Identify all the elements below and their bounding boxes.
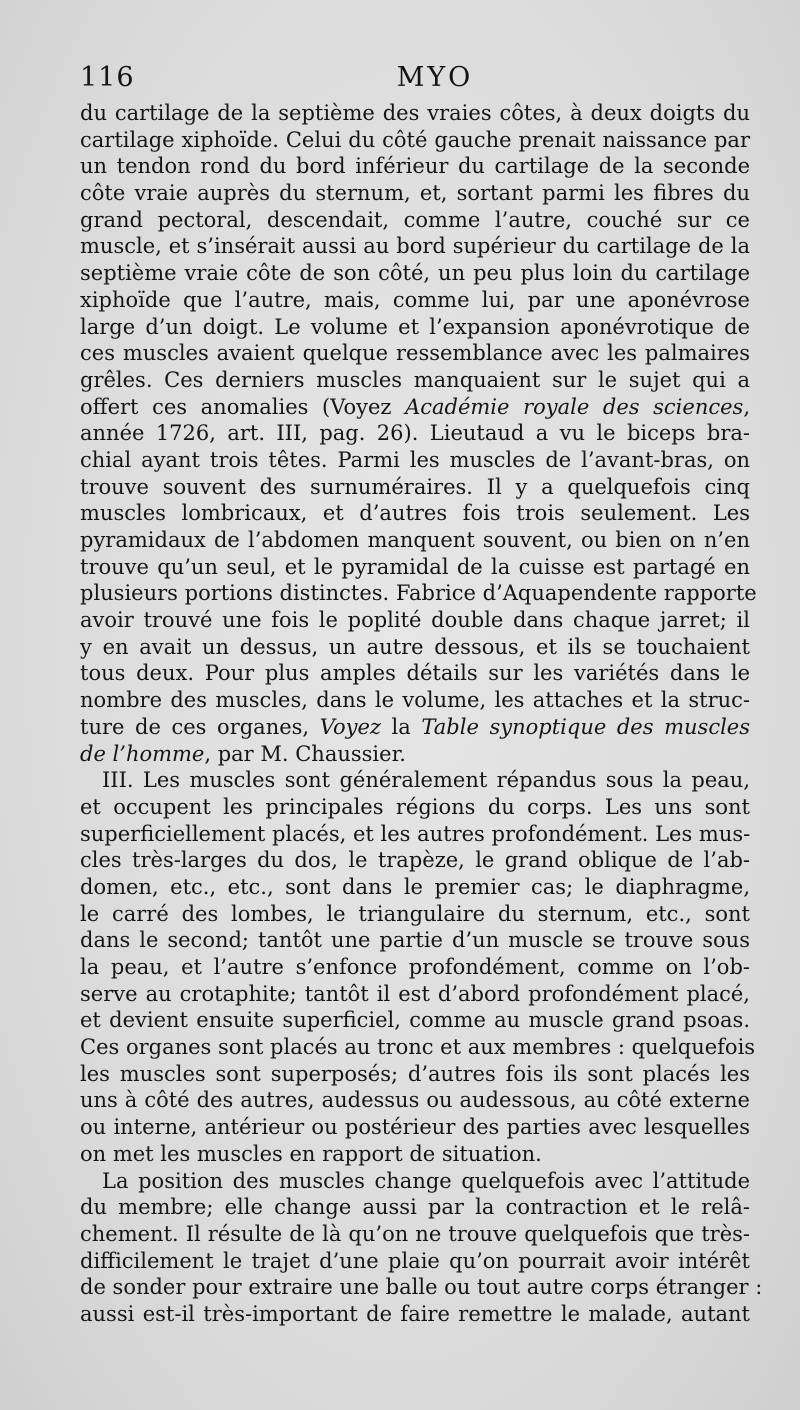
paragraph (80, 767, 756, 1167)
text-line (80, 1007, 750, 1034)
text-run: superficiellement placés, et les autres profondément. Les mus- (80, 821, 751, 846)
text-line (80, 714, 750, 741)
text-run: dans le second; tantôt une partie d’un muscle se trouve sous (80, 928, 750, 953)
text-run: , (743, 394, 751, 419)
text-line (80, 153, 750, 180)
text-run: avoir trouvé une fois le poplité double dans chaque jarret; il (80, 608, 750, 633)
text-line (80, 527, 750, 554)
text-run: ture de ces organes, (80, 714, 320, 739)
text-line (80, 340, 750, 367)
text-run: et devient ensuite superficiel, comme au muscle grand psoas. (80, 1008, 750, 1033)
paragraph (80, 1168, 763, 1328)
text-line (80, 127, 750, 154)
text-line (80, 580, 757, 607)
text-run: et occupent les principales régions du corps. Les uns sont (80, 794, 750, 819)
text-run: les muscles sont superposés; d’autres fois ils sont placés les (80, 1061, 750, 1086)
text-run: , par M. Chaussier. (204, 741, 406, 766)
text-line (80, 821, 750, 848)
page-header (80, 62, 760, 98)
text-run: muscles lombricaux, et d’autres fois trois seulement. Les (80, 501, 750, 526)
text-run: côte vraie auprès du sternum, et, sortant parmi les fibres du (80, 181, 750, 206)
text-run: y en avait un dessus, un autre dessous, et ils se touchaient (80, 634, 750, 659)
text-run: ou interne, antérieur ou postérieur des parties avec lesquelles (80, 1115, 750, 1140)
text-line (80, 874, 750, 901)
text-run: muscle, et s’insérait aussi au bord supérieur du cartilage de la (80, 234, 750, 259)
paragraph (80, 100, 757, 767)
text-line (80, 207, 750, 234)
text-line (80, 287, 750, 314)
italic-text: Voyez (319, 714, 381, 739)
text-line (80, 767, 750, 794)
text-run: cles très-larges du dos, le trapèze, le grand oblique de l’ab- (80, 848, 750, 873)
text-run: serve au crotaphite; tantôt il est d’abord profondément placé, (80, 981, 750, 1006)
text-line (80, 1087, 750, 1114)
text-run: uns à côté des autres, audessus ou audessous, au côté externe (80, 1088, 750, 1113)
text-line (80, 741, 750, 768)
text-line (80, 1221, 750, 1248)
text-line (80, 794, 750, 821)
text-run: la peau, et l’autre s’enfonce profondément, comme on l’ob- (80, 955, 750, 979)
text-line (80, 314, 750, 341)
text-line (80, 687, 750, 714)
running-head: MYO (396, 62, 474, 93)
text-line (80, 1194, 750, 1221)
text-run: chement. Il résulte de là qu’on ne trouve quelquefois que très- (80, 1221, 750, 1246)
text-run: un tendon rond du bord inférieur du cartilage de la seconde (80, 154, 750, 179)
text-run: cartilage xiphoïde. Celui du côté gauche prenait naissance par (80, 127, 750, 152)
text-line (80, 1168, 750, 1195)
italic-text: Table synoptique des muscles (421, 714, 751, 739)
text-run: nombre des muscles, dans le volume, les attaches et la struc- (80, 688, 750, 713)
text-line (80, 100, 750, 127)
text-run: grand pectoral, descendait, comme l’autre, couché sur ce (80, 207, 750, 232)
body-text (80, 100, 763, 1328)
text-run: ces muscles avaient quelque ressemblance avec les palmaires (80, 341, 750, 366)
text-line (80, 420, 750, 447)
italic-text: de l’homme (80, 741, 205, 766)
text-run: La position des muscles change quelquefois avec l’attitude (102, 1168, 750, 1193)
text-line (80, 447, 750, 474)
text-line (80, 394, 750, 421)
text-run: plusieurs portions distinctes. Fabrice d’Aquapendente rapporte (80, 581, 757, 606)
text-run: la (380, 714, 422, 739)
text-line (80, 1274, 763, 1301)
text-line (80, 1301, 750, 1328)
text-run: du cartilage de la septième des vraies côtes, à deux doigts du (80, 101, 750, 125)
page-number: 116 (80, 62, 135, 93)
text-run: septième vraie côte de son côté, un peu plus loin du cartilage (80, 261, 750, 286)
text-run: trouve qu’un seul, et le pyramidal de la cuisse est partagé en (80, 554, 750, 579)
text-run: III. Les muscles sont généralement répandus sous la peau, (102, 768, 750, 793)
text-line (80, 554, 750, 581)
text-run: xiphoïde que l’autre, mais, comme lui, par une aponévrose (80, 287, 750, 312)
text-line (80, 500, 750, 527)
text-run: domen, etc., etc., sont dans le premier cas; le diaphragme, (80, 874, 750, 899)
text-line (80, 260, 750, 287)
text-run: grêles. Ces derniers muscles manquaient sur le sujet qui a (80, 367, 750, 392)
text-run: trouve souvent des surnuméraires. Il y a quelquefois cinq (80, 474, 750, 499)
text-line (80, 634, 750, 661)
text-line (80, 954, 750, 981)
text-line (80, 367, 750, 394)
text-run: tous deux. Pour plus amples détails sur les variétés dans le (80, 661, 750, 686)
text-line (80, 233, 750, 260)
text-run: aussi est-il très-important de faire remettre le malade, autant (80, 1301, 750, 1326)
text-run: le carré des lombes, le triangulaire du sternum, etc., sont (80, 901, 750, 926)
text-line (80, 1141, 750, 1168)
text-line (80, 1114, 750, 1141)
text-run: large d’un doigt. Le volume et l’expansion aponévrotique de (80, 314, 750, 339)
text-line (80, 981, 750, 1008)
text-line (80, 607, 750, 634)
text-run: pyramidaux de l’abdomen manquent souvent, ou bien on n’en (80, 528, 750, 552)
text-run: Ces organes sont placés au tronc et aux membres : quelquefois (80, 1035, 756, 1060)
text-line (80, 1034, 756, 1061)
text-run: difficilement le trajet d’une plaie qu’on pourrait avoir intérêt (80, 1248, 750, 1273)
text-line (80, 847, 750, 874)
text-line (80, 660, 750, 687)
text-line (80, 474, 750, 501)
italic-text: Académie royale des sciences (405, 394, 744, 419)
text-run: chial ayant trois têtes. Parmi les muscles de l’avant-bras, on (80, 447, 750, 472)
text-line (80, 901, 750, 928)
text-line (80, 1248, 750, 1275)
text-run: de sonder pour extraire une balle ou tout autre corps étranger : (80, 1275, 763, 1300)
text-run: on met les muscles en rapport de situation. (80, 1141, 542, 1166)
text-line (80, 180, 750, 207)
text-run: année 1726, art. III, pag. 26). Lieutaud a vu le biceps bra- (80, 421, 750, 446)
text-line (80, 927, 750, 954)
text-run: offert ces anomalies (Voyez (80, 394, 406, 419)
text-line (80, 1061, 750, 1088)
text-run: du membre; elle change aussi par la contraction et le relâ- (80, 1195, 750, 1220)
